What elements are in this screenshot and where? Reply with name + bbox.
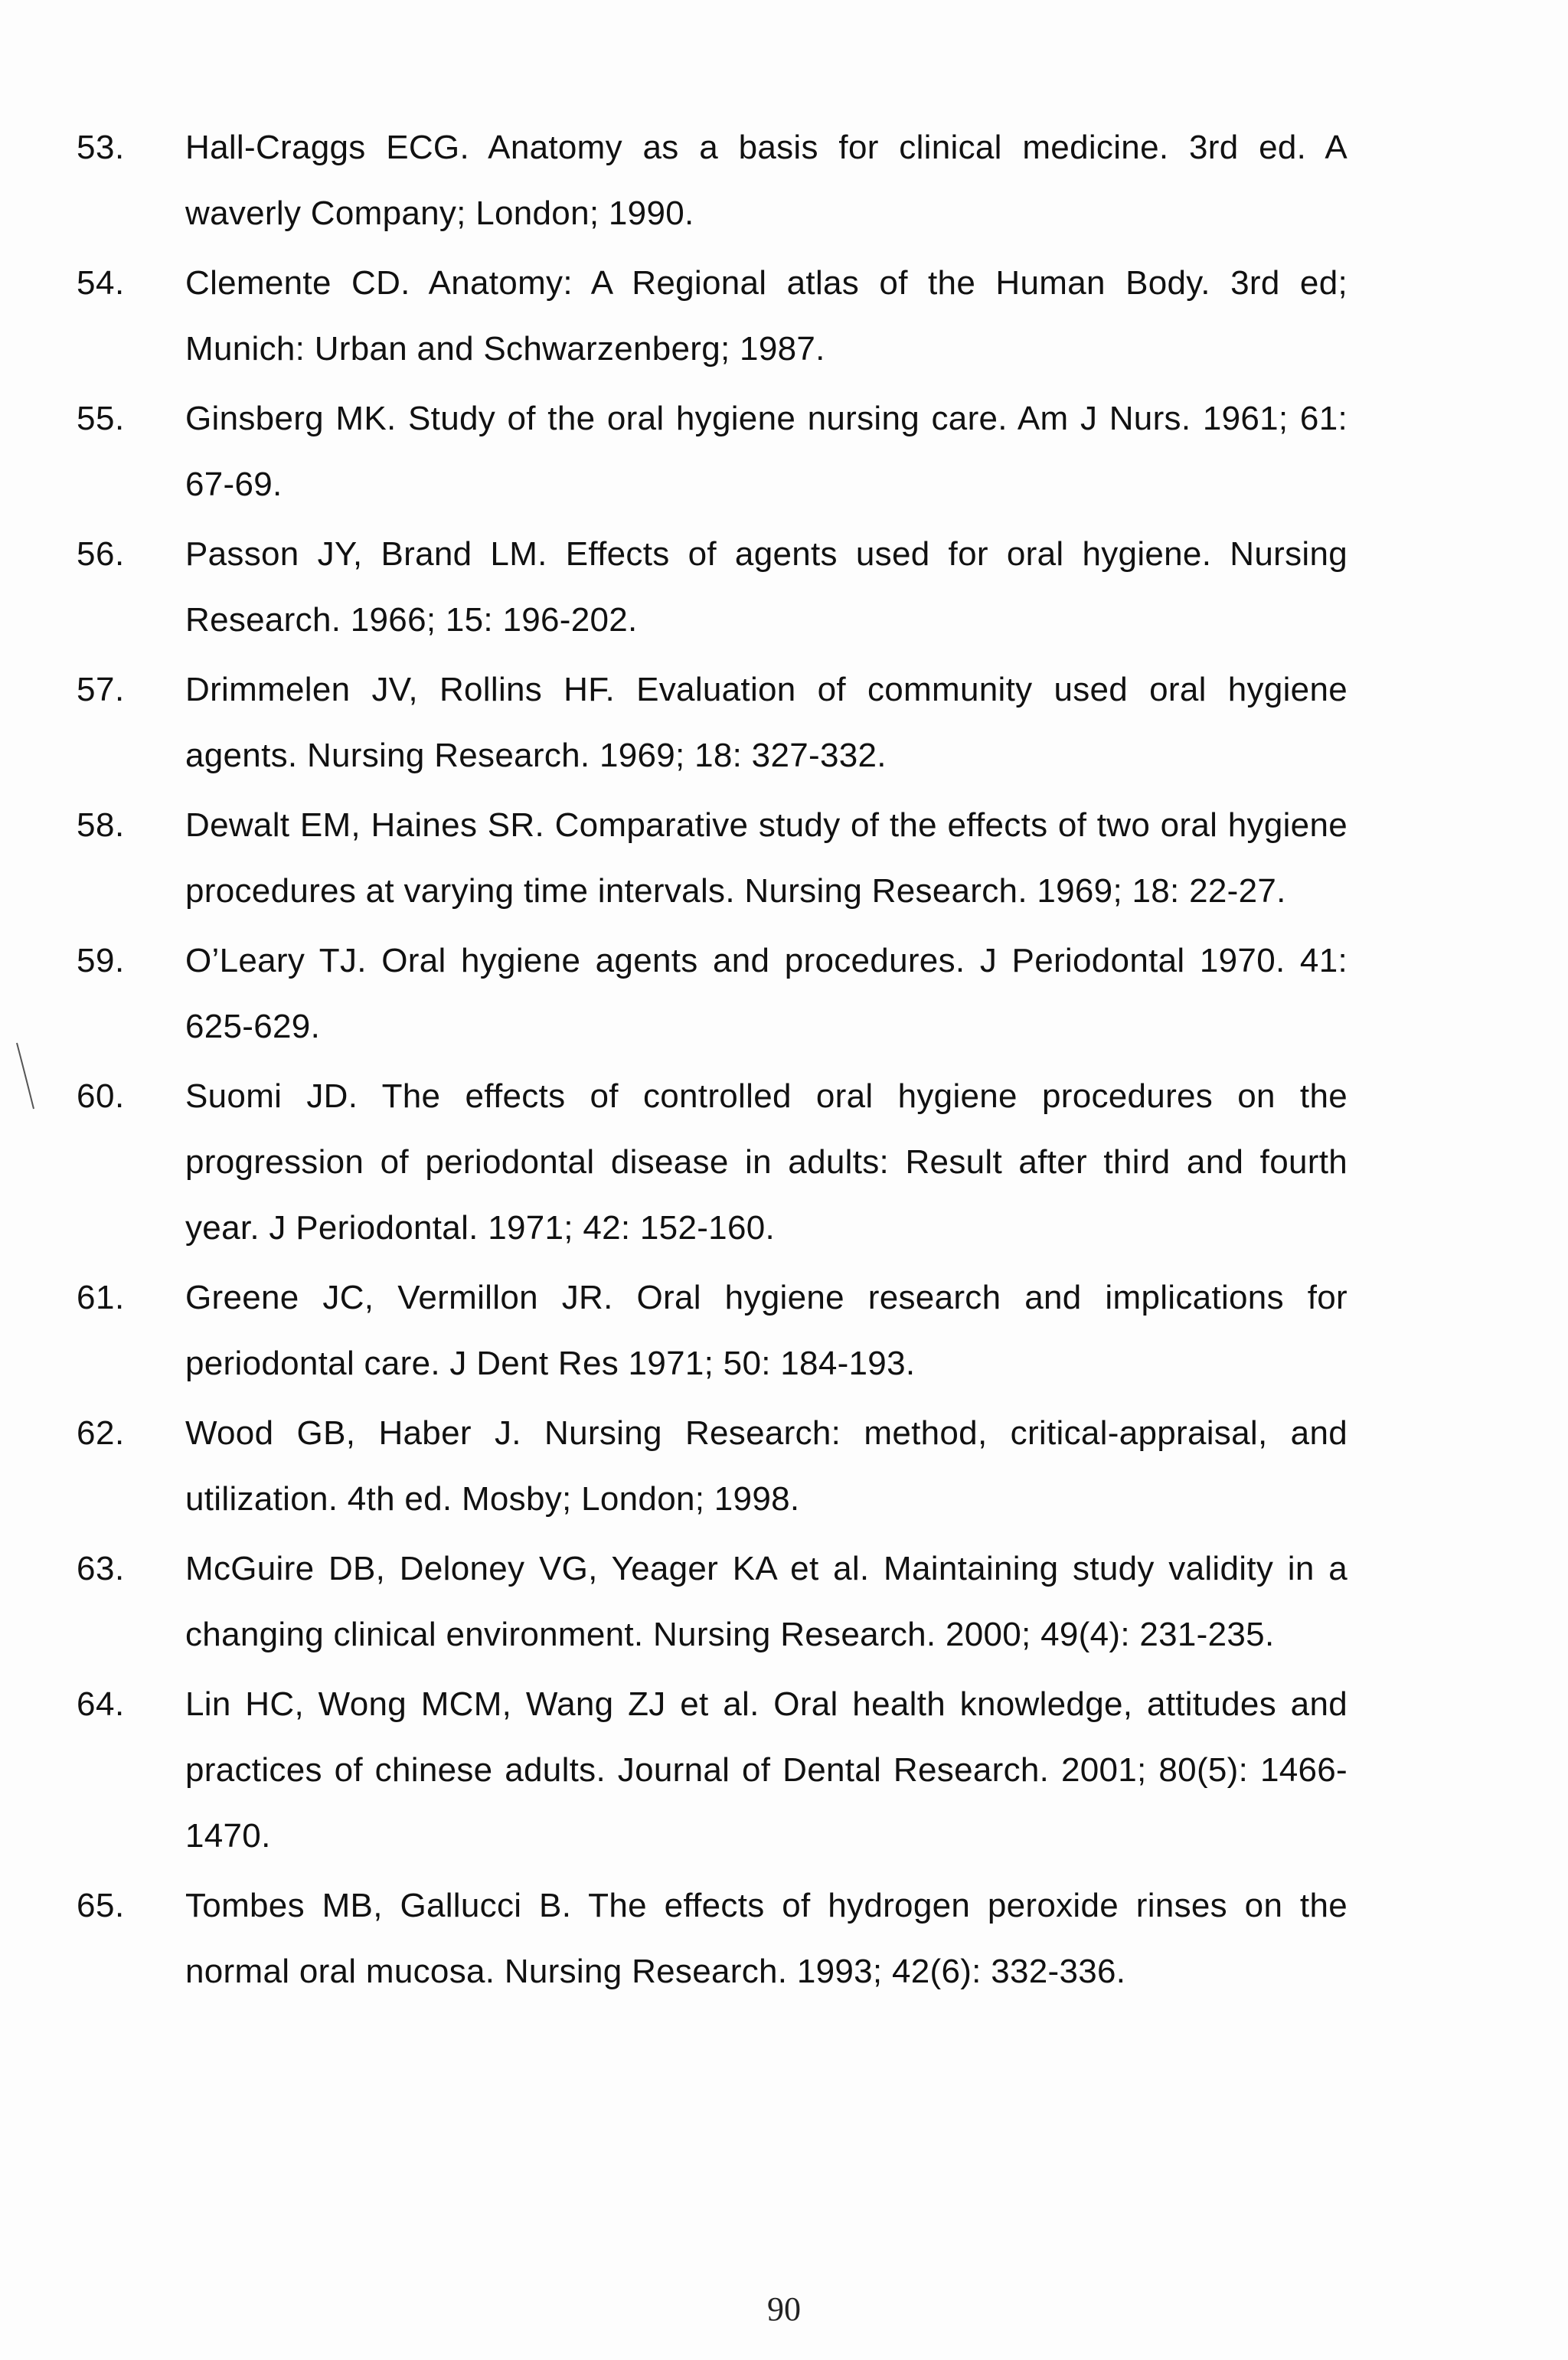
reference-list bbox=[77, 115, 1348, 2009]
reference-number: 57. bbox=[77, 671, 125, 708]
reference-item bbox=[77, 1873, 1348, 2005]
reference-text: Suomi JD. The effects of controlled oral hygiene procedures on the progression of periodontal disease in adults: Result after third and fourth year. J Periodontal. 1971; 42: 152-160. bbox=[185, 1077, 1348, 1247]
reference-text: Clemente CD. Anatomy: A Regional atlas of the Human Body. 3rd ed; Munich: Urban and Schwarzenberg; 1987. bbox=[185, 264, 1348, 368]
page-number: 90 bbox=[767, 2290, 801, 2328]
reference-number: 63. bbox=[77, 1550, 125, 1587]
reference-text: Ginsberg MK. Study of the oral hygiene nursing care. Am J Nurs. 1961; 61: 67-69. bbox=[185, 400, 1348, 503]
reference-item bbox=[77, 115, 1348, 247]
reference-item bbox=[77, 928, 1348, 1060]
reference-item bbox=[77, 657, 1348, 789]
reference-item bbox=[77, 793, 1348, 924]
reference-number: 55. bbox=[77, 400, 125, 437]
reference-number: 60. bbox=[77, 1077, 125, 1115]
reference-number: 54. bbox=[77, 264, 125, 302]
reference-item bbox=[77, 1536, 1348, 1668]
reference-number: 58. bbox=[77, 806, 125, 844]
reference-number: 61. bbox=[77, 1279, 125, 1316]
reference-number: 56. bbox=[77, 535, 125, 573]
reference-text: Lin HC, Wong MCM, Wang ZJ et al. Oral health knowledge, attitudes and practices of chinese adults. Journal of Dental Research. 2001; 80(5): 1466-1470. bbox=[185, 1685, 1348, 1855]
reference-number: 62. bbox=[77, 1414, 125, 1452]
reference-text: Drimmelen JV, Rollins HF. Evaluation of community used oral hygiene agents. Nursing Research. 1969; 18: 327-332. bbox=[185, 671, 1348, 774]
reference-text: O’Leary TJ. Oral hygiene agents and procedures. J Periodontal 1970. 41: 625-629. bbox=[185, 942, 1348, 1045]
reference-item bbox=[77, 1265, 1348, 1397]
reference-text: Hall-Craggs ECG. Anatomy as a basis for clinical medicine. 3rd ed. A waverly Company; London; 1990. bbox=[185, 129, 1348, 232]
reference-item bbox=[77, 250, 1348, 382]
reference-number: 65. bbox=[77, 1887, 125, 1924]
reference-item bbox=[77, 1401, 1348, 1532]
reference-number: 59. bbox=[77, 942, 125, 979]
reference-item bbox=[77, 386, 1348, 518]
reference-item bbox=[77, 521, 1348, 653]
reference-number: 64. bbox=[77, 1685, 125, 1723]
reference-number: 53. bbox=[77, 129, 125, 166]
scan-artifact-mark bbox=[14, 1041, 37, 1110]
reference-item bbox=[77, 1672, 1348, 1869]
reference-text: McGuire DB, Deloney VG, Yeager KA et al. Maintaining study validity in a changing clinical environment. Nursing Research. 2000; 49(4): 231-235. bbox=[185, 1550, 1348, 1653]
reference-text: Passon JY, Brand LM. Effects of agents used for oral hygiene. Nursing Research. 1966; 15: 196-202. bbox=[185, 535, 1348, 639]
reference-text: Greene JC, Vermillon JR. Oral hygiene research and implications for periodontal care. J Dent Res 1971; 50: 184-193. bbox=[185, 1279, 1348, 1382]
reference-text: Dewalt EM, Haines SR. Comparative study of the effects of two oral hygiene procedures at varying time intervals. Nursing Research. 1969; 18: 22-27. bbox=[185, 806, 1348, 910]
reference-text: Wood GB, Haber J. Nursing Research: method, critical-appraisal, and utilization. 4th ed. Mosby; London; 1998. bbox=[185, 1414, 1348, 1518]
reference-text: Tombes MB, Gallucci B. The effects of hydrogen peroxide rinses on the normal oral mucosa. Nursing Research. 1993; 42(6): 332-336. bbox=[185, 1887, 1348, 1990]
reference-item bbox=[77, 1064, 1348, 1261]
